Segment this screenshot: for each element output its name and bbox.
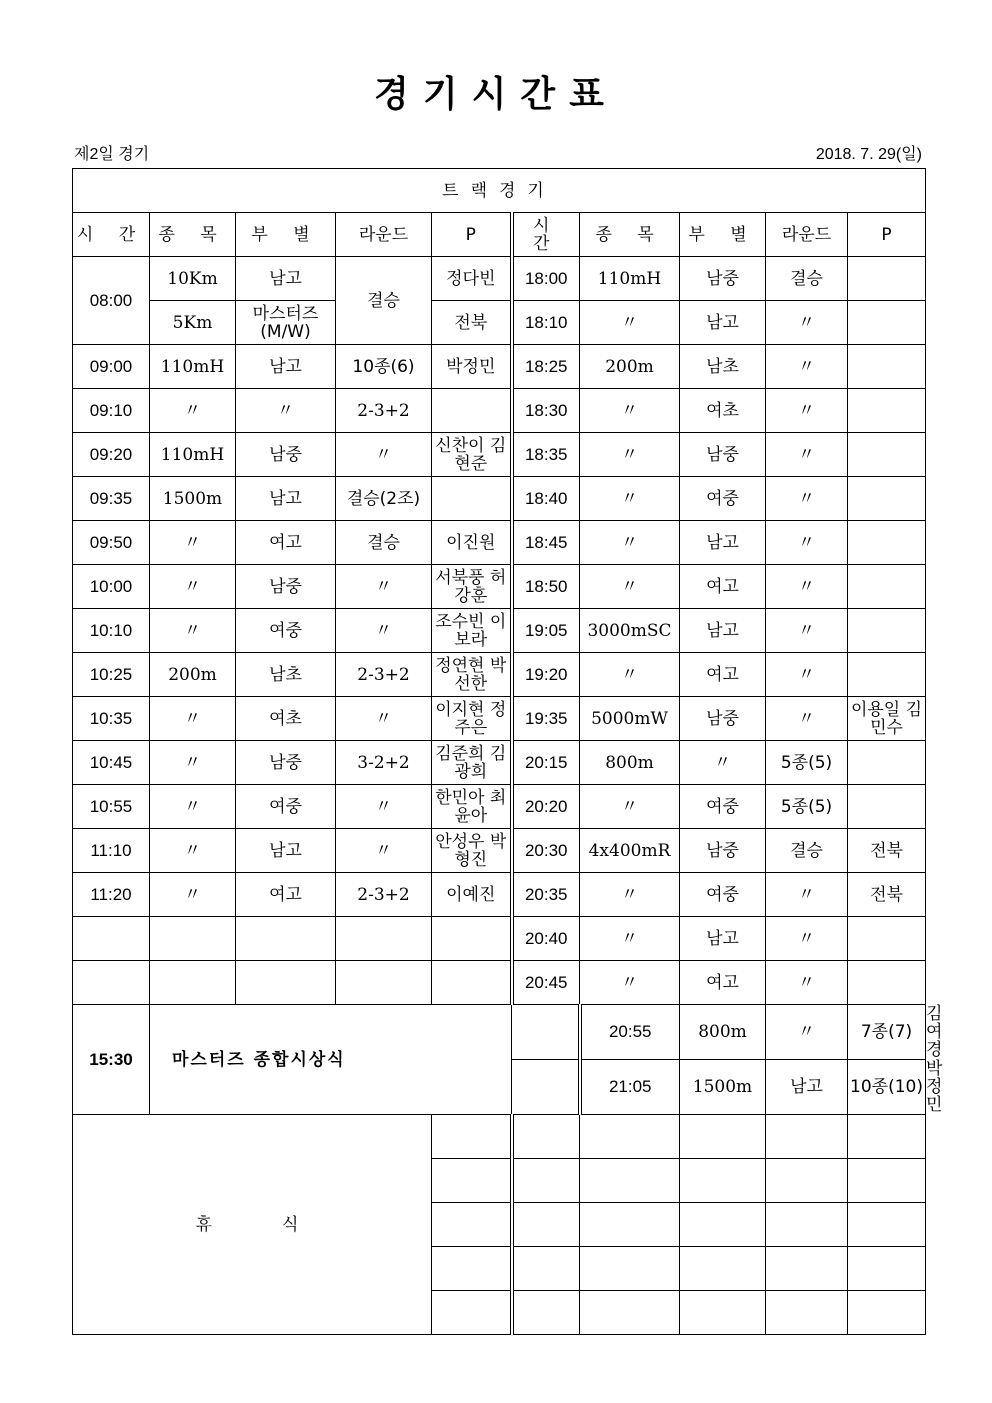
division-cell: 남고: [680, 521, 766, 565]
time-cell: 10:00: [73, 565, 150, 609]
time-cell: 20:45: [512, 961, 580, 1005]
event-cell: 5Km: [150, 301, 236, 345]
empty-cell: [512, 1291, 580, 1335]
time-cell: 21:05: [580, 1060, 680, 1115]
event-cell: 〃: [150, 741, 236, 785]
time-cell: 19:20: [512, 653, 580, 697]
division-cell: 남고: [236, 345, 336, 389]
empty-cell: [680, 1115, 766, 1159]
round-cell: 10종(6): [336, 345, 432, 389]
time-cell: 20:35: [512, 873, 580, 917]
empty-cell: [336, 917, 432, 961]
table-row: [73, 961, 926, 1005]
division-cell: 남고: [680, 917, 766, 961]
p-cell: 정연현 박선한: [432, 653, 512, 697]
event-cell: 〃: [580, 873, 680, 917]
p-cell: [848, 521, 926, 565]
table-row: 21:05 1500m 남고 10종(10) 박정민: [73, 1060, 926, 1115]
empty-cell: [580, 1247, 680, 1291]
division-cell: 여고: [680, 653, 766, 697]
header-time: 시 간: [512, 213, 580, 257]
empty-cell: [512, 1247, 580, 1291]
empty-cell: [73, 961, 150, 1005]
empty-cell: [848, 1203, 926, 1247]
section-banner-row: [73, 169, 926, 213]
round-cell: 2-3+2: [336, 653, 432, 697]
division-cell: 남중: [236, 433, 336, 477]
division-cell: 남중: [680, 829, 766, 873]
p-cell: 박정민: [432, 345, 512, 389]
header-p: P: [848, 213, 926, 257]
header-time: 시 간: [73, 213, 150, 257]
time-cell: 10:45: [73, 741, 150, 785]
round-cell: 〃: [766, 917, 848, 961]
empty-cell: [766, 1291, 848, 1335]
round-cell: 결승: [336, 257, 432, 345]
round-cell: 〃: [336, 433, 432, 477]
empty-cell: [432, 917, 512, 961]
p-cell: [432, 389, 512, 433]
table-row: 15:30 마스터즈 종합시상식 20:55 800m 〃 7종(7) 김여경: [73, 1005, 926, 1060]
empty-cell: [150, 917, 236, 961]
event-cell: 10Km: [150, 257, 236, 301]
round-cell: 〃: [336, 565, 432, 609]
time-cell: 18:25: [512, 345, 580, 389]
empty-cell: [432, 1159, 512, 1203]
header-row: [73, 213, 926, 257]
p-cell: [848, 389, 926, 433]
table-row: [73, 565, 926, 609]
round-cell: 〃: [766, 521, 848, 565]
event-cell: 〃: [150, 609, 236, 653]
division-cell: 남고: [236, 257, 336, 301]
table-row: [73, 301, 926, 345]
round-cell: 〃: [766, 609, 848, 653]
division-cell: 〃: [766, 1005, 848, 1060]
division-cell: 여고: [236, 873, 336, 917]
round-cell: 5종(5): [766, 741, 848, 785]
division-cell: 마스터즈(M/W): [236, 301, 336, 345]
table-row: [73, 257, 926, 301]
time-cell: 18:10: [512, 301, 580, 345]
p-cell: 이용일 김민수: [848, 697, 926, 741]
event-cell: 〃: [580, 785, 680, 829]
p-cell: [848, 785, 926, 829]
empty-cell: [73, 917, 150, 961]
p-cell: [848, 257, 926, 301]
table-row: [73, 521, 926, 565]
event-cell: 〃: [150, 521, 236, 565]
event-cell: 〃: [150, 697, 236, 741]
time-cell: 20:55: [580, 1005, 680, 1060]
p-cell: [848, 653, 926, 697]
division-cell: 남중: [680, 697, 766, 741]
event-cell: 〃: [580, 433, 680, 477]
division-cell: 남중: [236, 565, 336, 609]
round-cell: 7종(7): [848, 1005, 926, 1060]
time-cell: 10:10: [73, 609, 150, 653]
event-cell: 〃: [580, 521, 680, 565]
round-cell: 〃: [336, 785, 432, 829]
event-cell: 〃: [150, 389, 236, 433]
division-cell: 〃: [236, 389, 336, 433]
empty-cell: [848, 1291, 926, 1335]
round-cell: 결승: [336, 521, 432, 565]
empty-cell: [512, 1203, 580, 1247]
empty-cell: [848, 1115, 926, 1159]
table-row: [73, 477, 926, 521]
p-cell: 김준희 김광희: [432, 741, 512, 785]
round-cell: 〃: [336, 829, 432, 873]
event-cell: 〃: [150, 785, 236, 829]
time-cell: 18:45: [512, 521, 580, 565]
p-cell: 조수빈 이보라: [432, 609, 512, 653]
empty-cell: [432, 1115, 512, 1159]
round-cell: 10종(10): [848, 1060, 926, 1115]
event-cell: 〃: [580, 917, 680, 961]
empty-cell: [432, 1247, 512, 1291]
p-cell: [848, 565, 926, 609]
table-row: [73, 917, 926, 961]
empty-cell: [512, 1115, 580, 1159]
section-title: 트랙경기: [73, 169, 926, 213]
event-cell: 4x400mR: [580, 829, 680, 873]
empty-cell: [580, 1115, 680, 1159]
empty-cell: [336, 961, 432, 1005]
event-cell: 5000mW: [580, 697, 680, 741]
p-cell: 전북: [432, 301, 512, 345]
empty-cell: [766, 1159, 848, 1203]
p-cell: [848, 961, 926, 1005]
empty-cell: [512, 1005, 580, 1060]
division-cell: 여고: [680, 961, 766, 1005]
event-cell: 200m: [580, 345, 680, 389]
empty-cell: [512, 1060, 580, 1115]
event-cell: 〃: [580, 389, 680, 433]
header-round: 라운드: [766, 213, 848, 257]
time-cell: 09:00: [73, 345, 150, 389]
event-cell: 110mH: [580, 257, 680, 301]
header-p: P: [432, 213, 512, 257]
time-cell: 10:25: [73, 653, 150, 697]
round-cell: 〃: [766, 477, 848, 521]
division-cell: 남중: [680, 257, 766, 301]
time-cell: 10:35: [73, 697, 150, 741]
round-cell: 〃: [766, 301, 848, 345]
time-cell: 18:50: [512, 565, 580, 609]
division-cell: 〃: [680, 741, 766, 785]
round-cell: 〃: [766, 697, 848, 741]
table-row: [73, 389, 926, 433]
schedule-table: [72, 168, 943, 1335]
time-cell: 18:30: [512, 389, 580, 433]
round-cell: 결승: [766, 829, 848, 873]
time-cell: 09:35: [73, 477, 150, 521]
event-cell: 〃: [150, 829, 236, 873]
p-cell: [848, 301, 926, 345]
empty-cell: [432, 961, 512, 1005]
division-cell: 남고: [236, 829, 336, 873]
round-cell: 결승: [766, 257, 848, 301]
event-cell: 〃: [150, 873, 236, 917]
time-cell: 08:00: [73, 257, 150, 345]
empty-cell: [848, 1159, 926, 1203]
empty-cell: [680, 1247, 766, 1291]
empty-cell: [680, 1203, 766, 1247]
p-cell: [848, 345, 926, 389]
event-cell: 〃: [580, 653, 680, 697]
round-cell: 2-3+2: [336, 389, 432, 433]
event-cell: 〃: [580, 565, 680, 609]
p-cell: [848, 609, 926, 653]
p-cell: [848, 741, 926, 785]
empty-cell: [766, 1203, 848, 1247]
division-cell: 여중: [236, 609, 336, 653]
p-cell: [848, 917, 926, 961]
table-row: [73, 873, 926, 917]
time-cell: 19:05: [512, 609, 580, 653]
p-cell: 이예진: [432, 873, 512, 917]
table-row: [73, 653, 926, 697]
empty-cell: [848, 1247, 926, 1291]
round-cell: 〃: [766, 345, 848, 389]
time-cell: 20:30: [512, 829, 580, 873]
round-cell: 〃: [336, 609, 432, 653]
round-cell: 2-3+2: [336, 873, 432, 917]
event-cell: 〃: [580, 961, 680, 1005]
day-label: 제2일 경기: [74, 146, 150, 163]
empty-cell: [766, 1115, 848, 1159]
event-cell: 200m: [150, 653, 236, 697]
empty-cell: [766, 1247, 848, 1291]
rest-label: 휴식: [73, 1115, 432, 1335]
event-cell: 〃: [150, 565, 236, 609]
table-row: [73, 741, 926, 785]
event-cell: 110mH: [150, 345, 236, 389]
time-cell: 11:20: [73, 873, 150, 917]
time-cell: 20:15: [512, 741, 580, 785]
event-cell: 110mH: [150, 433, 236, 477]
p-cell: 서북풍 허강훈: [432, 565, 512, 609]
event-cell: 〃: [580, 301, 680, 345]
p-cell: [848, 477, 926, 521]
header-event: 종 목: [580, 213, 680, 257]
header-division: 부 별: [236, 213, 336, 257]
round-cell: 〃: [766, 389, 848, 433]
time-cell: 18:40: [512, 477, 580, 521]
round-cell: 〃: [336, 697, 432, 741]
p-cell: 안성우 박형진: [432, 829, 512, 873]
event-cell: 3000mSC: [580, 609, 680, 653]
round-cell: 〃: [766, 873, 848, 917]
time-cell: 09:20: [73, 433, 150, 477]
round-cell: 결승(2조): [336, 477, 432, 521]
time-cell: 20:20: [512, 785, 580, 829]
event-cell: 1500m: [680, 1060, 766, 1115]
table-row: [73, 1115, 926, 1159]
ceremony-time: 15:30: [73, 1005, 150, 1115]
time-cell: 09:50: [73, 521, 150, 565]
table-row: [73, 345, 926, 389]
ceremony-label: 마스터즈 종합시상식: [150, 1005, 512, 1115]
time-cell: 20:40: [512, 917, 580, 961]
division-cell: 여초: [680, 389, 766, 433]
event-cell: 800m: [680, 1005, 766, 1060]
event-cell: 800m: [580, 741, 680, 785]
time-cell: 09:10: [73, 389, 150, 433]
event-cell: 〃: [580, 477, 680, 521]
empty-cell: [236, 917, 336, 961]
division-cell: 남고: [680, 609, 766, 653]
division-cell: 여고: [236, 521, 336, 565]
time-cell: 18:00: [512, 257, 580, 301]
empty-cell: [512, 1159, 580, 1203]
p-cell: [432, 477, 512, 521]
empty-cell: [580, 1203, 680, 1247]
round-cell: 〃: [766, 565, 848, 609]
empty-cell: [236, 961, 336, 1005]
p-cell: 정다빈: [432, 257, 512, 301]
empty-cell: [150, 961, 236, 1005]
division-cell: 남고: [766, 1060, 848, 1115]
table-row: [73, 785, 926, 829]
division-cell: 남중: [236, 741, 336, 785]
table-row: [73, 697, 926, 741]
table-row: [73, 609, 926, 653]
division-cell: 여중: [236, 785, 336, 829]
p-cell: [848, 433, 926, 477]
date-label: 2018. 7. 29(일): [815, 146, 922, 163]
time-cell: 11:10: [73, 829, 150, 873]
division-cell: 여초: [236, 697, 336, 741]
p-cell: 이지현 정주은: [432, 697, 512, 741]
p-cell: 전북: [848, 873, 926, 917]
division-cell: 여중: [680, 873, 766, 917]
table-row: [73, 829, 926, 873]
header-round: 라운드: [336, 213, 432, 257]
empty-cell: [680, 1291, 766, 1335]
p-cell: 한민아 최윤아: [432, 785, 512, 829]
division-cell: 여중: [680, 477, 766, 521]
page-title: 경기시간표: [374, 74, 618, 115]
round-cell: 〃: [766, 653, 848, 697]
round-cell: 〃: [766, 961, 848, 1005]
empty-cell: [580, 1291, 680, 1335]
table-row: [73, 433, 926, 477]
division-cell: 남초: [236, 653, 336, 697]
p-cell: 신찬이 김현준: [432, 433, 512, 477]
time-cell: 19:35: [512, 697, 580, 741]
event-cell: 1500m: [150, 477, 236, 521]
division-cell: 남초: [680, 345, 766, 389]
round-cell: 〃: [766, 433, 848, 477]
empty-cell: [680, 1159, 766, 1203]
time-cell: 10:55: [73, 785, 150, 829]
division-cell: 여고: [680, 565, 766, 609]
round-cell: 3-2+2: [336, 741, 432, 785]
empty-cell: [580, 1159, 680, 1203]
division-cell: 남고: [680, 301, 766, 345]
division-cell: 남고: [236, 477, 336, 521]
division-cell: 여중: [680, 785, 766, 829]
division-cell: 남중: [680, 433, 766, 477]
round-cell: 5종(5): [766, 785, 848, 829]
empty-cell: [432, 1291, 512, 1335]
header-division: 부 별: [680, 213, 766, 257]
time-cell: 18:35: [512, 433, 580, 477]
empty-cell: [432, 1203, 512, 1247]
header-event: 종 목: [150, 213, 236, 257]
p-cell: 이진원: [432, 521, 512, 565]
p-cell: 전북: [848, 829, 926, 873]
